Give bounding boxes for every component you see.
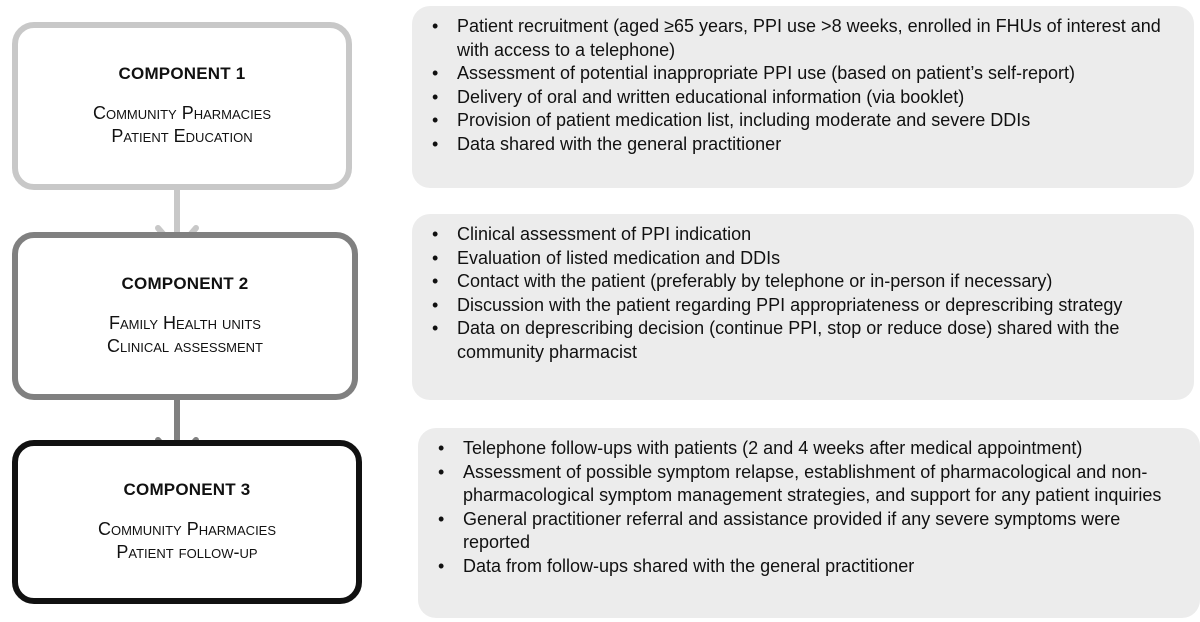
component-3-box <box>12 440 362 604</box>
list-item: • Clinical assessment of PPI indication <box>428 223 1176 247</box>
list-item: • Telephone follow-ups with patients (2 and 4 weeks after medical appointment) <box>434 437 1182 461</box>
component-2-details <box>412 214 1194 400</box>
bullet-list <box>434 437 1182 578</box>
list-item: • Patient recruitment (aged ≥65 years, PPI use >8 weeks, enrolled in FHUs of interest and with access to a telephone) <box>428 15 1176 62</box>
list-item: • Delivery of oral and written educational information (via booklet) <box>428 86 1176 110</box>
list-item: • Evaluation of listed medication and DDIs <box>428 247 1176 271</box>
component-2-activity: Clinical assessment <box>107 336 263 356</box>
list-item: • Data on deprescribing decision (continue PPI, stop or reduce dose) shared with the community pharmacist <box>428 317 1176 364</box>
component-1-activity: Patient Education <box>111 126 253 146</box>
component-1-setting: Community Pharmacies <box>92 103 272 123</box>
component-2-setting: Family Health units <box>109 313 261 333</box>
component-3-details <box>418 428 1200 618</box>
list-item: • General practitioner referral and assistance provided if any severe symptoms were reported <box>434 508 1182 555</box>
list-item: • Data shared with the general practitioner <box>428 133 1176 157</box>
bullet-list <box>428 223 1176 364</box>
list-item: • Contact with the patient (preferably by telephone or in-person if necessary) <box>428 270 1176 294</box>
bullet-list <box>428 15 1176 156</box>
list-item: • Assessment of possible symptom relapse, establishment of pharmacological and non-pharmacological symptom management strategies, and support for any patient inquiries <box>434 461 1182 508</box>
list-item: • Discussion with the patient regarding PPI appropriateness or deprescribing strategy <box>428 294 1176 318</box>
component-3-setting: Community Pharmacies <box>97 519 277 539</box>
component-1-title: COMPONENT 1 <box>118 64 246 83</box>
component-1-box <box>12 22 352 190</box>
component-3-title: COMPONENT 3 <box>123 480 251 499</box>
list-item: • Provision of patient medication list, including moderate and severe DDIs <box>428 109 1176 133</box>
component-2-box <box>12 232 358 400</box>
list-item: • Assessment of potential inappropriate PPI use (based on patient’s self-report) <box>428 62 1176 86</box>
component-1-details <box>412 6 1194 188</box>
component-2-title: COMPONENT 2 <box>121 274 249 293</box>
list-item: • Data from follow-ups shared with the general practitioner <box>434 555 1182 579</box>
component-3-activity: Patient follow-up <box>116 542 258 562</box>
